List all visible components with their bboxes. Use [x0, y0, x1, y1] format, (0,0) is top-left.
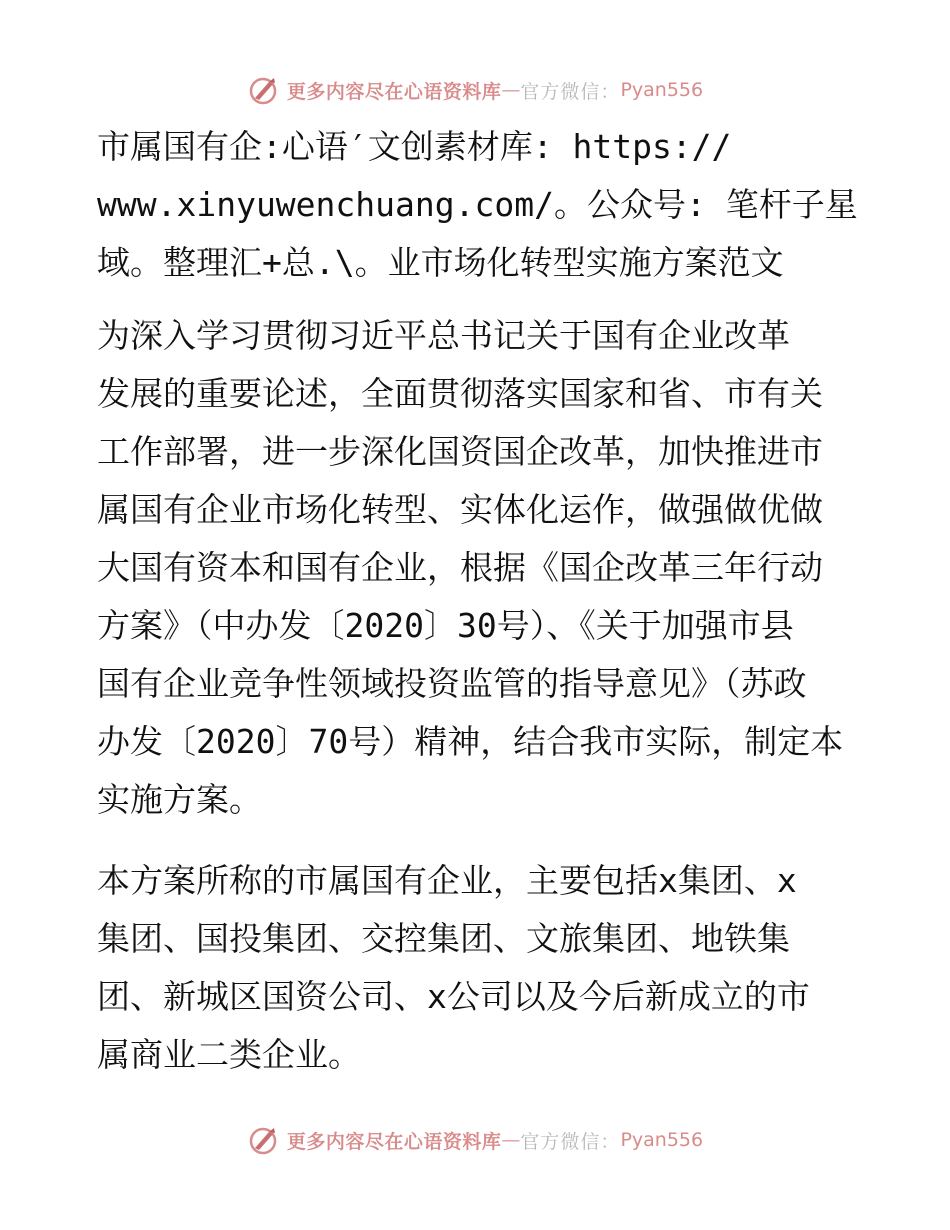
paragraph-title: [97, 118, 857, 292]
text-line: 方案》（中办发〔2020〕30号）、《关于加强市县: [97, 606, 794, 645]
watermark-label: 官方微信：: [520, 1130, 621, 1153]
pen-logo-icon: [247, 1124, 279, 1156]
watermark-account: Pyan556: [620, 79, 704, 101]
text-line: www.xinyuwenchuang.com/。公众号: 笔杆子星: [97, 185, 858, 224]
text-line: 发展的重要论述，全面贯彻落实国家和省、市有关: [97, 374, 823, 413]
text-line: 市属国有企:心语′文创素材库: https://: [97, 127, 732, 166]
text-line: 属国有企业市场化转型、实体化运作，做强做优做: [97, 490, 823, 529]
paragraph-intro: [97, 307, 857, 829]
text-line: 实施方案。: [97, 780, 262, 819]
text-line: 为深入学习贯彻习近平总书记关于国有企业改革: [97, 316, 790, 355]
text-line: 集团、国投集团、交控集团、文旅集团、地铁集: [97, 919, 790, 958]
text-line: 本方案所称的市属国有企业，主要包括x集团、x: [97, 861, 797, 900]
watermark-brand: 更多内容尽在心语资料库: [286, 1130, 502, 1153]
watermark-dash: —: [501, 79, 521, 101]
text-line: 属商业二类企业。: [97, 1035, 361, 1074]
text-line: 工作部署，进一步深化国资国企改革，加快推进市: [97, 432, 823, 471]
text-line: 国有企业竞争性领域投资监管的指导意见》（苏政: [97, 664, 807, 703]
pen-logo-icon: [247, 74, 279, 106]
footer-watermark: [0, 1120, 950, 1160]
watermark-dash: —: [501, 1129, 521, 1151]
paragraph-scope: [97, 852, 857, 1084]
watermark-brand: 更多内容尽在心语资料库: [286, 80, 502, 103]
text-line: 团、新城区国资公司、x公司以及今后新成立的市: [97, 977, 810, 1016]
header-watermark: [0, 70, 950, 110]
watermark-account: Pyan556: [620, 1129, 704, 1151]
text-line: 域。整理汇+总.\。业市场化转型实施方案范文: [97, 243, 784, 282]
watermark-label: 官方微信：: [520, 80, 621, 103]
text-line: 办发〔2020〕70号）精神，结合我市实际，制定本: [97, 722, 844, 761]
text-line: 大国有资本和国有企业，根据《国企改革三年行动: [97, 548, 823, 587]
